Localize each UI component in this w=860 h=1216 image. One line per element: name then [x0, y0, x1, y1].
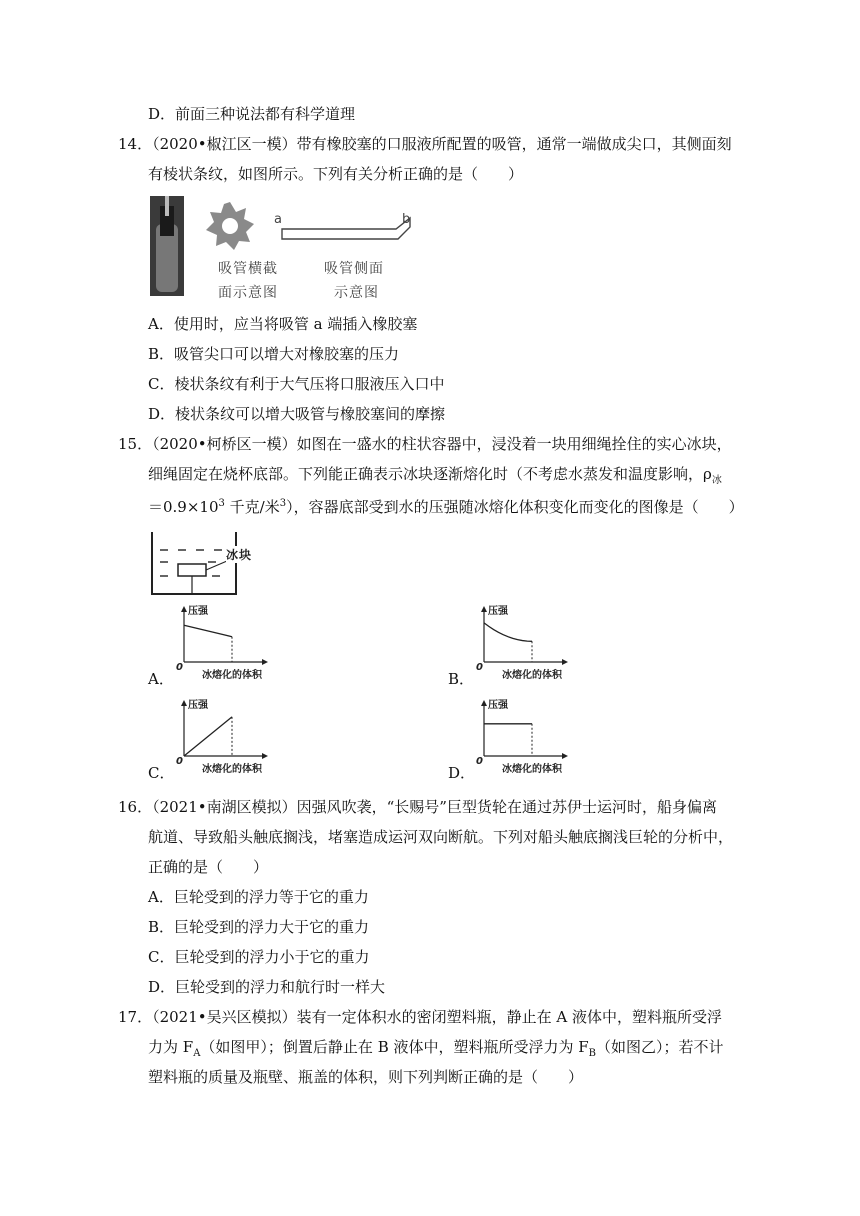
q16-stem-line3: 正确的是（ ） [148, 858, 269, 876]
q17-stem-line3: 塑料瓶的质量及瓶壁、瓶盖的体积，则下列判断正确的是（ ） [148, 1068, 584, 1086]
y-axis-label: 压强 [188, 606, 208, 617]
y-axis-arrow [181, 606, 187, 612]
side-view-label-2: 示意图 [334, 285, 379, 301]
x-axis-arrow [262, 659, 268, 665]
side-view-label-1: 吸管侧面 [324, 261, 384, 277]
q15-unit-exponent: 3 [279, 498, 287, 509]
x-axis-label: 冰熔化的体积 [502, 670, 562, 681]
q15-stem-line2-text: 细绳固定在烧杯底部。下列能正确表示冰块逐渐熔化时（不考虑水蒸发和温度影响，ρ [148, 465, 712, 483]
x-axis-arrow [562, 753, 568, 759]
q14-option-a: A．使用时，应当将吸管 a 端插入橡胶塞 [148, 315, 418, 333]
x-axis-label: 冰熔化的体积 [202, 670, 262, 681]
origin-label: 0 [476, 756, 483, 767]
origin-label: 0 [176, 756, 183, 767]
y-axis-arrow [481, 700, 487, 706]
series-line [184, 717, 232, 756]
q15-option-b-letter: B． [448, 670, 475, 688]
q15-exponent: 3 [218, 498, 225, 509]
y-axis-arrow [481, 606, 487, 612]
straw-end-b: b [402, 212, 412, 227]
x-axis-label: 冰熔化的体积 [202, 764, 262, 775]
q17-stem-line2-text: （如图甲）；倒置后静止在 B 液体中，塑料瓶所受浮力为 F [200, 1038, 589, 1056]
x-axis-arrow [562, 659, 568, 665]
origin-label: 0 [176, 662, 183, 673]
container-svg [148, 528, 288, 598]
q14-stem-line1: 14．（2020•椒江区一模）带有橡胶塞的口服液所配置的吸管，通常一端做成尖口，其侧面刻 [118, 135, 732, 153]
series-line [484, 623, 532, 641]
q14-stem-line2: 有棱状条纹，如图所示。下列有关分析正确的是（ ） [148, 165, 524, 183]
q15-option-a-letter: A． [148, 670, 174, 688]
q15-unit: 千克/米 [224, 498, 280, 516]
q17-fa-subscript: A [193, 1048, 201, 1059]
q17-stem-line2-end: （如图乙）；若不计 [596, 1038, 724, 1056]
series-line [184, 625, 232, 637]
q15-stem-line1: 15．（2020•柯桥区一模）如图在一盛水的柱状容器中，浸没着一块用细绳拴住的实心冰块， [118, 435, 732, 453]
q16-option-a: A．巨轮受到的浮力等于它的重力 [148, 888, 369, 906]
q15-option-d-letter: D． [448, 764, 476, 782]
q14-figure [148, 194, 418, 306]
q16-option-b: B．巨轮受到的浮力大于它的重力 [148, 918, 370, 936]
ice-block [178, 564, 206, 576]
q15-graph-b [470, 604, 600, 684]
q17-fa-prefix: 力为 F [148, 1038, 194, 1056]
q16-stem-line1: 16．（2021•南湖区模拟）因强风吹袭，“长赐号”巨型货轮在通过苏伊士运河时，船身偏离 [118, 798, 717, 816]
q15-container-figure [148, 528, 288, 598]
straw-side-view [282, 218, 410, 239]
q16-stem-line2: 航道、导致船头触底搁浅，堵塞造成运河双向断航。下列对船头触底搁浅巨轮的分析中， [148, 828, 734, 846]
q15-density-value: ＝0.9×10 [148, 498, 219, 516]
q16-option-c: C．巨轮受到的浮力小于它的重力 [148, 948, 370, 966]
y-axis-label: 压强 [488, 700, 508, 711]
ice-label: 冰块 [226, 548, 253, 562]
y-axis-label: 压强 [188, 700, 208, 711]
q15-graph-a [170, 604, 300, 684]
straw-end-a: a [274, 212, 283, 227]
q14-option-b: B．吸管尖口可以增大对橡胶塞的压力 [148, 345, 400, 363]
x-axis-label: 冰熔化的体积 [502, 764, 562, 775]
origin-label: 0 [476, 662, 483, 673]
q15-stem-line2 [148, 464, 722, 491]
q13-option-d: D．前面三种说法都有科学道理 [148, 105, 356, 123]
q14-option-c: C．棱状条纹有利于大气压将口服液压入口中 [148, 375, 445, 393]
y-axis-label: 压强 [488, 606, 508, 617]
q17-stem-line2 [148, 1037, 724, 1064]
q15-graph-c [170, 698, 300, 778]
q15-graph-d [470, 698, 600, 778]
q14-option-d: D．棱状条纹可以增大吸管与橡胶塞间的摩擦 [148, 405, 446, 423]
q15-option-c-letter: C． [148, 764, 175, 782]
q16-option-d: D．巨轮受到的浮力和航行时一样大 [148, 978, 386, 996]
q15-stem-line3 [148, 494, 744, 517]
cross-section-label-1: 吸管横截 [218, 261, 278, 277]
q15-stem-line3-text: ），容器底部受到水的压强随冰熔化体积变化而变化的图像是（ ） [286, 498, 744, 516]
y-axis-arrow [181, 700, 187, 706]
x-axis-arrow [262, 753, 268, 759]
q17-fb-subscript: B [588, 1048, 597, 1059]
rho-ice-subscript: 冰 [711, 475, 722, 486]
cross-section-label-2: 面示意图 [218, 285, 278, 301]
q17-stem-line1: 17．（2021•吴兴区模拟）装有一定体积水的密闭塑料瓶，静止在 A 液体中，塑料瓶所受浮 [118, 1008, 722, 1026]
